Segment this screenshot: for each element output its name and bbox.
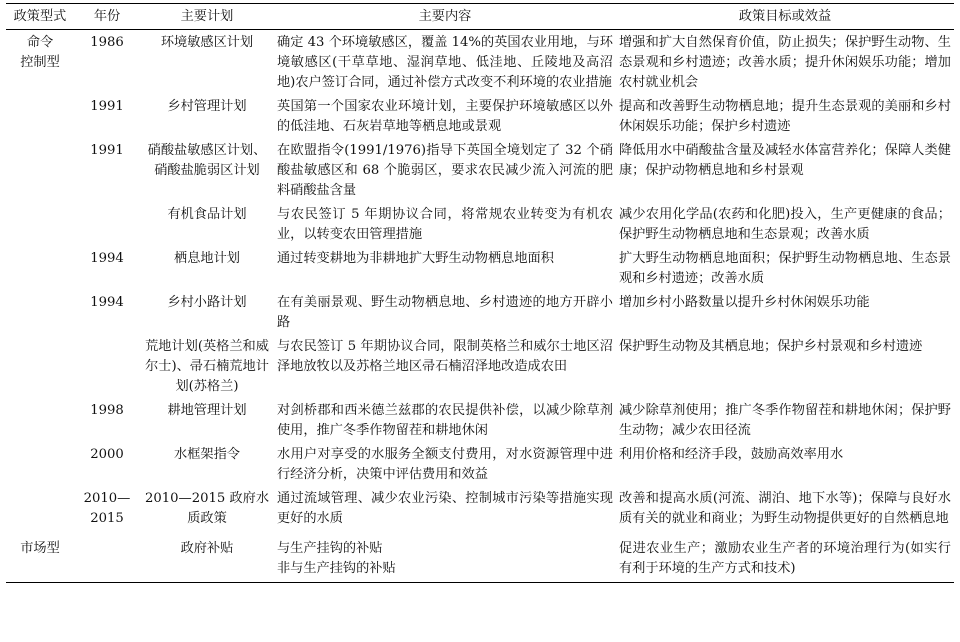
cell-policy-type (6, 249, 74, 293)
cell-content: 对剑桥郡和西米德兰兹郡的农民提供补偿，以减少除草剂使用，推广冬季作物留茬和耕地休闲 (277, 403, 613, 438)
table-row (6, 445, 954, 489)
cell-plan: 乡村小路计划 (167, 295, 247, 310)
cell-policy-type: 市场型 (6, 533, 74, 583)
cell-plan: 耕地管理计划 (167, 403, 247, 418)
table-row (6, 533, 954, 583)
cell-plan: 水框架指令 (174, 447, 240, 462)
cell-goal: 增加乡村小路数量以提升乡村休闲娱乐功能 (619, 295, 870, 310)
cell-content: 与农民签订 5 年期协议合同，将常规农业转变为有机农业，以转变农田管理措施 (277, 207, 613, 242)
table-row (6, 205, 954, 249)
cell-year: 2010— 2015 (83, 491, 131, 526)
cell-plan: 环境敏感区计划 (160, 35, 254, 50)
cell-year: 1994 (90, 251, 124, 266)
cell-goal: 增强和扩大自然保育价值，防止损失；保护野生动物、生态景观和乡村遗迹；改善水质；提升休闲娱乐功能；增加农村就业机会 (619, 35, 951, 90)
cell-policy-type (6, 97, 74, 141)
cell-plan: 乡村管理计划 (167, 99, 247, 114)
header-main-plan: 主要计划 (140, 4, 274, 30)
cell-year: 1986 (90, 35, 124, 50)
cell-content: 水用户对享受的水服务全额支付费用，对水资源管理中进行经济分析，决策中评估费用和效益 (277, 447, 613, 482)
cell-policy-type (6, 293, 74, 337)
table-row (6, 30, 954, 98)
table-row (6, 489, 954, 533)
cell-plan: 栖息地计划 (174, 251, 240, 266)
header-row (6, 4, 954, 30)
cell-policy-type (6, 401, 74, 445)
cell-content: 在欧盟指令(1991/1976)指导下英国全境划定了 32 个硝酸盐敏感区和 68 个脆弱区，要求农民减少流入河流的肥料硝酸盐含量 (277, 143, 613, 198)
cell-year (74, 205, 140, 249)
cell-year (74, 337, 140, 401)
policy-table (6, 3, 954, 583)
table-row (6, 337, 954, 401)
cell-plan: 政府补贴 (140, 533, 274, 583)
header-main-content: 主要内容 (274, 4, 616, 30)
cell-plan: 2010—2015 政府水质政策 (144, 491, 270, 526)
table-row (6, 293, 954, 337)
header-policy-goal: 政策目标或效益 (616, 4, 954, 30)
cell-policy-type: 命令 控制型 (20, 35, 60, 70)
cell-content: 在有美丽景观、野生动物栖息地、乡村遗迹的地方开辟小路 (277, 295, 613, 330)
cell-goal: 减少除草剂使用；推广冬季作物留茬和耕地休闲；保护野生动物；减少农田径流 (619, 403, 951, 438)
cell-plan: 荒地计划(英格兰和威尔士)、帚石楠荒地计划(苏格兰) (145, 339, 269, 394)
cell-content: 确定 43 个环境敏感区，覆盖 14%的英国农业用地，与环境敏感区(干草草地、湿润草地、低洼地、丘陵地及高沼地)农户签订合同，通过补偿方式改变不利环境的农业措施 (277, 35, 613, 90)
cell-year: 2000 (90, 447, 124, 462)
cell-goal: 利用价格和经济手段，鼓励高效率用水 (619, 447, 844, 462)
cell-policy-type (6, 445, 74, 489)
cell-content: 英国第一个国家农业环境计划，主要保护环境敏感区以外的低洼地、石灰岩草地等栖息地或景观 (277, 99, 613, 134)
cell-content: 通过流域管理、减少农业污染、控制城市污染等措施实现更好的水质 (277, 491, 613, 526)
cell-goal: 扩大野生动物栖息地面积；保护野生动物栖息地、生态景观和乡村遗迹；改善水质 (619, 251, 951, 286)
table-row (6, 401, 954, 445)
cell-policy-type (6, 489, 74, 533)
cell-policy-type (6, 141, 74, 205)
cell-year: 1991 (90, 143, 124, 158)
cell-content: 与生产挂钩的补贴 非与生产挂钩的补贴 (274, 533, 616, 583)
cell-plan: 有机食品计划 (167, 207, 247, 222)
cell-policy-type (6, 205, 74, 249)
header-policy-type: 政策型式 (6, 4, 74, 30)
cell-goal: 减少农用化学品(农药和化肥)投入，生产更健康的食品；保护野生动物栖息地和生态景观；改善水质 (619, 207, 951, 242)
cell-content: 与农民签订 5 年期协议合同，限制英格兰和威尔士地区沼泽地放牧以及苏格兰地区帚石楠沼泽地改造成农田 (277, 339, 613, 374)
cell-goal: 降低用水中硝酸盐含量及减轻水体富营养化；保障人类健康；保护动物栖息地和乡村景观 (619, 143, 951, 178)
table-row (6, 97, 954, 141)
cell-goal: 促进农业生产；激励农业生产者的环境治理行为(如实行有利于环境的生产方式和技术) (616, 533, 954, 583)
table-row (6, 249, 954, 293)
cell-goal: 改善和提高水质(河流、湖泊、地下水等)；保障与良好水质有关的就业和商业；为野生动物提供更好的自然栖息地 (619, 491, 951, 526)
header-year: 年份 (74, 4, 140, 30)
cell-content: 通过转变耕地为非耕地扩大野生动物栖息地面积 (277, 251, 554, 266)
cell-year: 1991 (90, 99, 124, 114)
cell-goal: 保护野生动物及其栖息地；保护乡村景观和乡村遗迹 (619, 339, 923, 354)
cell-year: 1998 (90, 403, 124, 418)
cell-year: 1994 (90, 295, 124, 310)
table-row (6, 141, 954, 205)
cell-plan: 硝酸盐敏感区计划、硝酸盐脆弱区计划 (147, 143, 267, 178)
cell-policy-type (6, 337, 74, 401)
cell-year (74, 533, 140, 583)
cell-goal: 提高和改善野生动物栖息地；提升生态景观的美丽和乡村休闲娱乐功能；保护乡村遗迹 (619, 99, 951, 134)
